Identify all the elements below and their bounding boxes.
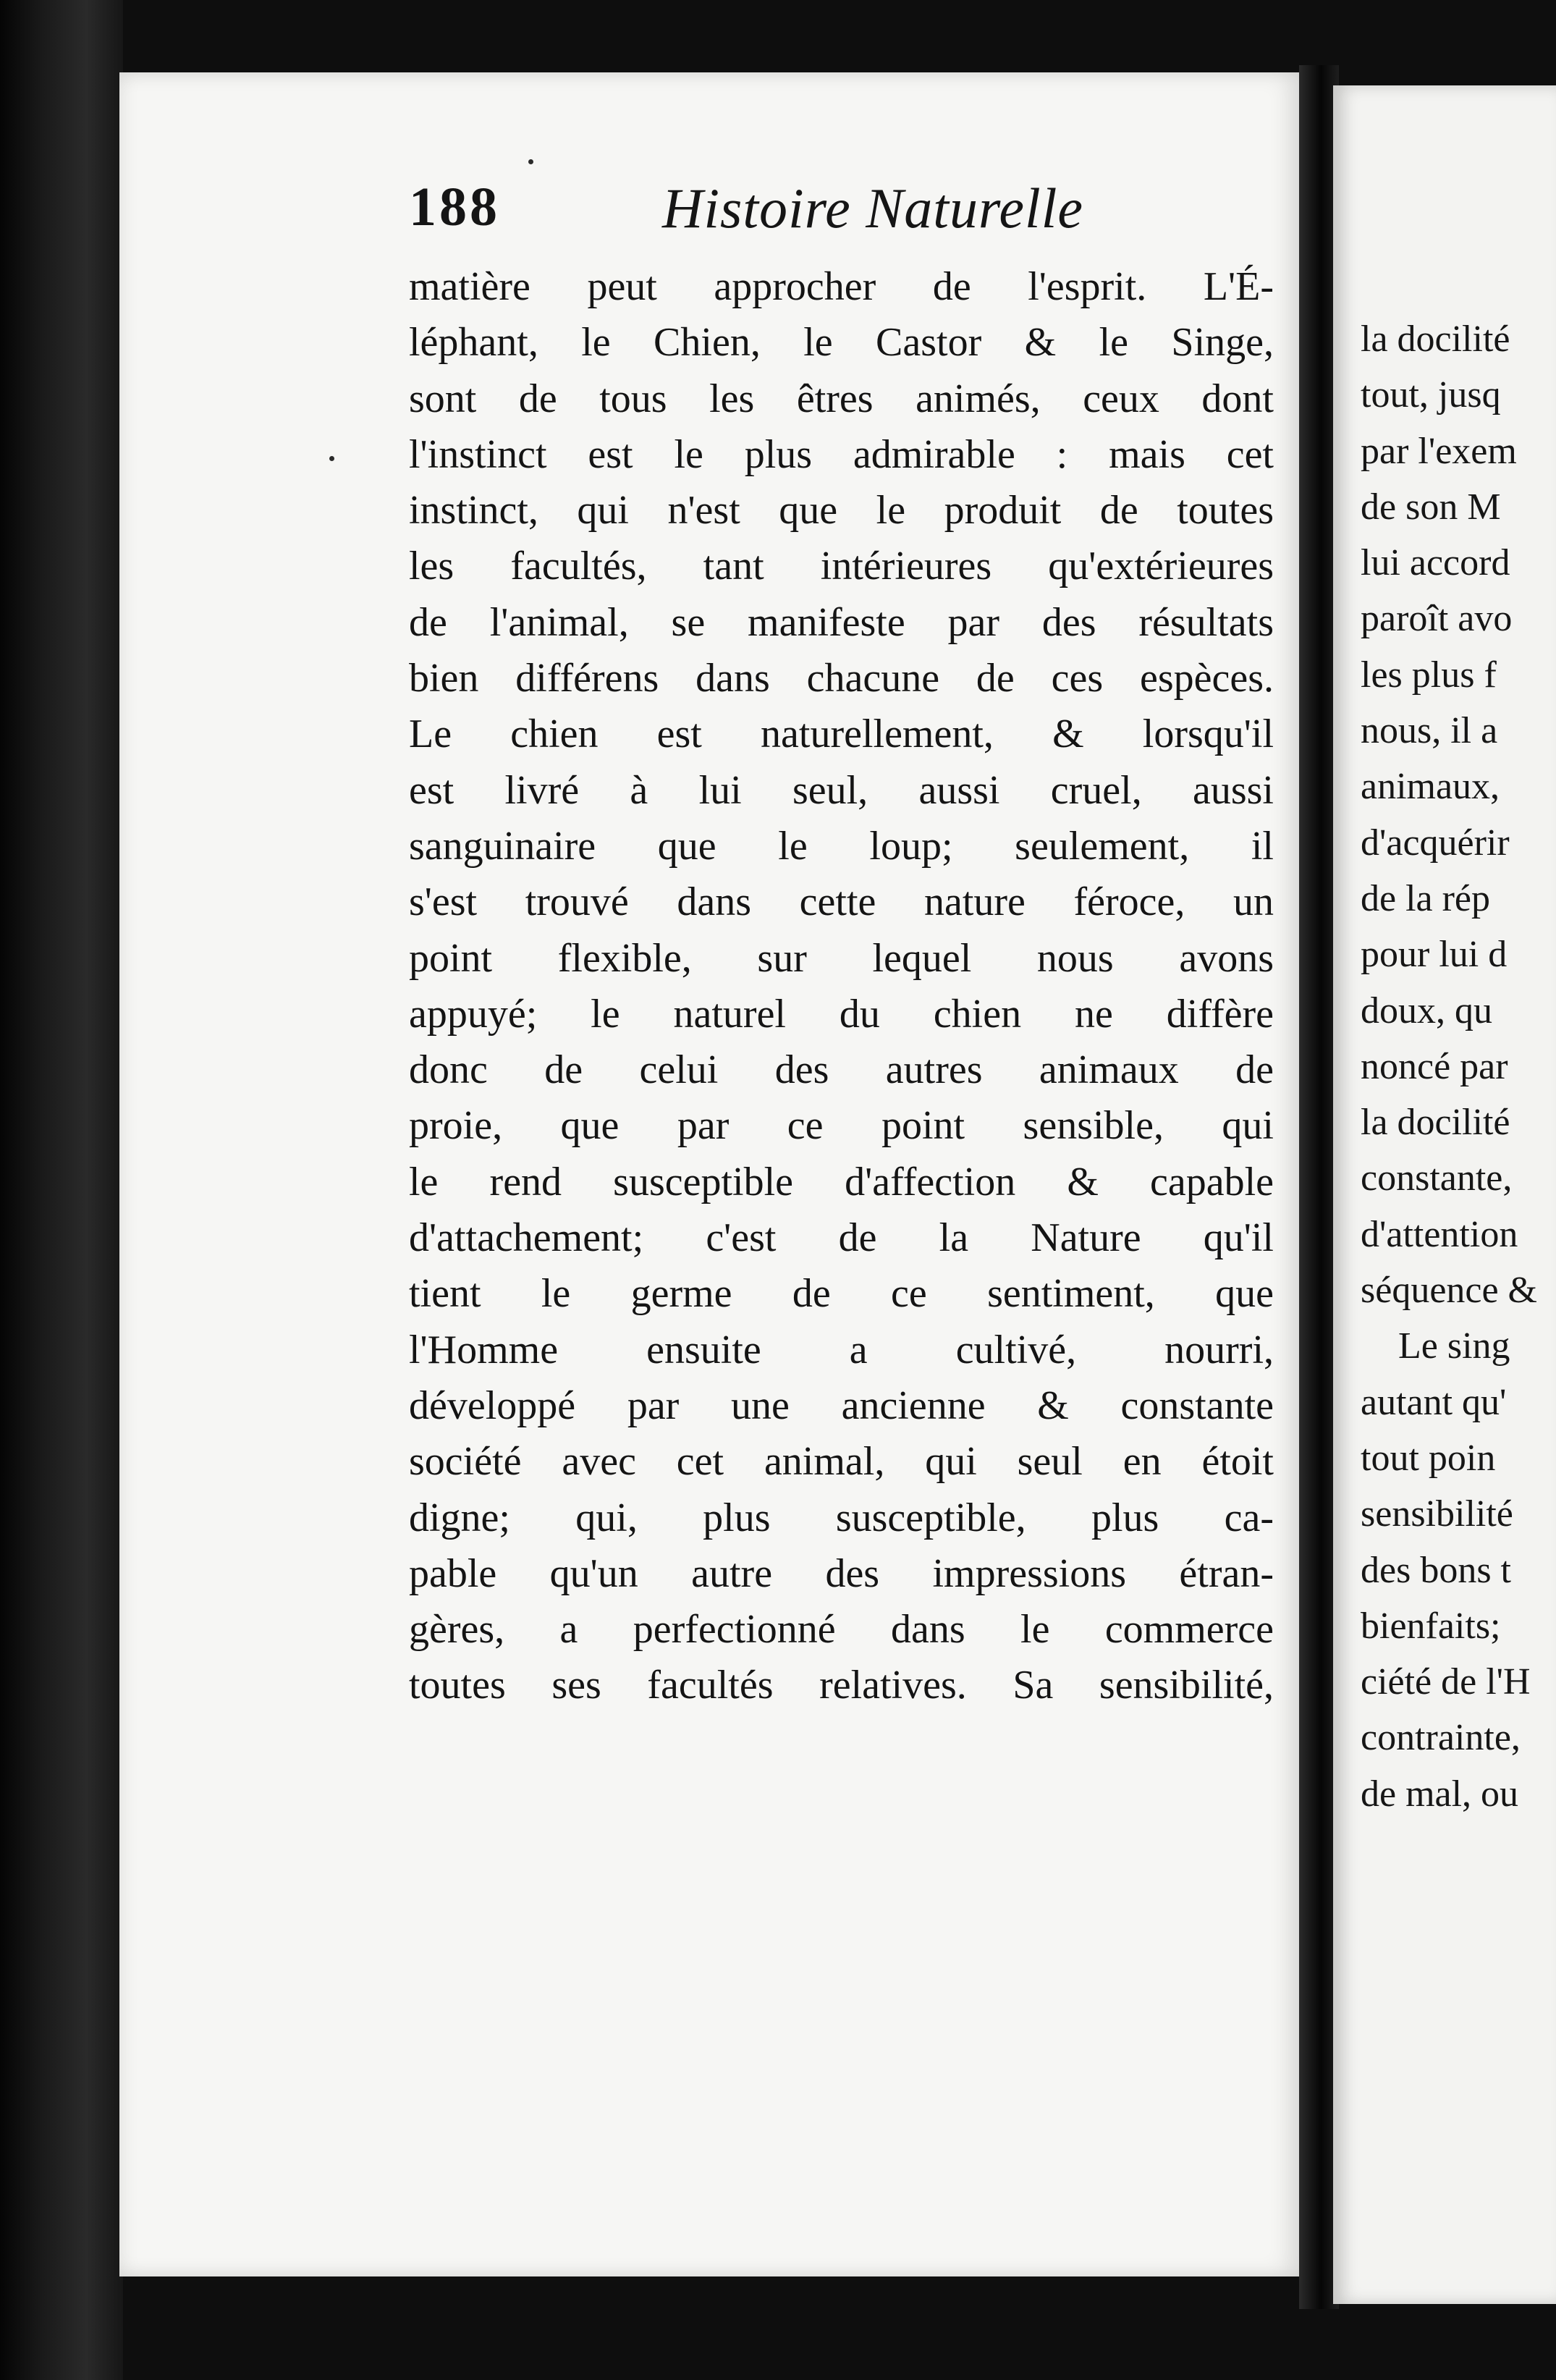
text-line: nous, il a xyxy=(1361,710,1498,752)
text-line: paroît avo xyxy=(1361,598,1513,640)
text-line: point flexible, sur lequel nous avons xyxy=(409,935,1274,981)
text-line: d'attention xyxy=(1361,1213,1518,1255)
text-line: pable qu'un autre des impressions étran- xyxy=(409,1550,1274,1596)
text-line: développé par une ancienne & constante xyxy=(409,1383,1274,1428)
left-page-text xyxy=(409,259,1274,1714)
text-line: la docilité xyxy=(1361,318,1510,360)
text-line: gères, a perfectionné dans le commerce xyxy=(409,1607,1274,1653)
text-line: de l'animal, se manifeste par des résultats xyxy=(409,599,1274,645)
text-line: sensibilité xyxy=(1361,1493,1513,1535)
page-number: 188 xyxy=(409,177,500,237)
text-line: bien différens dans chacune de ces espèces. xyxy=(409,656,1274,701)
text-line: Le chien est naturellement, & lorsqu'il xyxy=(409,712,1274,757)
text-line: doux, qu xyxy=(1361,989,1492,1031)
text-line: d'attachement; c'est de la Nature qu'il xyxy=(409,1215,1274,1261)
book-left-edge xyxy=(0,0,123,2380)
text-line: bienfaits; xyxy=(1361,1605,1501,1647)
text-line: de la rép xyxy=(1361,877,1491,919)
text-line: de son M xyxy=(1361,486,1501,528)
right-page-text xyxy=(1361,311,1556,1822)
text-line: tient le germe de ce sentiment, que xyxy=(409,1271,1274,1317)
text-line: contrainte, xyxy=(1361,1717,1521,1759)
text-line: société avec cet animal, qui seul en étoit xyxy=(409,1439,1274,1485)
text-line: proie, que par ce point sensible, qui xyxy=(409,1103,1274,1149)
text-line: les facultés, tant intérieures qu'extérieures xyxy=(409,544,1274,589)
running-head xyxy=(409,170,1285,250)
text-line: les plus f xyxy=(1361,654,1497,696)
text-line: s'est trouvé dans cette nature féroce, un xyxy=(409,879,1274,925)
text-line: Le sing xyxy=(1398,1325,1510,1367)
text-line: lui accord xyxy=(1361,542,1510,584)
text-line: tout, jusq xyxy=(1361,374,1501,416)
text-line: séquence & xyxy=(1361,1270,1538,1312)
text-line: le rend susceptible d'affection & capable xyxy=(409,1159,1274,1204)
text-line: matière peut approcher de l'esprit. L'É- xyxy=(409,264,1274,309)
text-line: constante, xyxy=(1361,1157,1513,1199)
text-line: l'Homme ensuite a cultivé, nourri, xyxy=(409,1327,1274,1372)
text-line: pour lui d xyxy=(1361,934,1508,976)
text-line: sanguinaire que le loup; seulement, il xyxy=(409,823,1274,869)
text-line: toutes ses facultés relatives. Sa sensibilité, xyxy=(409,1663,1274,1708)
text-line: instinct, qui n'est que le produit de toutes xyxy=(409,488,1274,533)
right-page xyxy=(1333,85,1556,2304)
ink-speck xyxy=(329,456,334,461)
text-line: l'instinct est le plus admirable : mais cet xyxy=(409,431,1274,477)
text-line: d'acquérir xyxy=(1361,822,1510,864)
text-line: noncé par xyxy=(1361,1045,1508,1087)
text-line: appuyé; le naturel du chien ne diffère xyxy=(409,991,1274,1037)
text-line: ciété de l'H xyxy=(1361,1661,1531,1703)
text-line: léphant, le Chien, le Castor & le Singe, xyxy=(409,320,1274,366)
text-line: autant qu' xyxy=(1361,1381,1507,1423)
text-line: sont de tous les êtres animés, ceux dont xyxy=(409,376,1274,421)
text-line: digne; qui, plus susceptible, plus ca- xyxy=(409,1495,1274,1540)
text-line: de mal, ou xyxy=(1361,1773,1519,1815)
ink-speck xyxy=(528,159,533,164)
running-title: Histoire Naturelle xyxy=(662,177,1084,240)
text-line: la docilité xyxy=(1361,1102,1510,1144)
text-line: donc de celui des autres animaux de xyxy=(409,1047,1274,1093)
text-line: des bons t xyxy=(1361,1549,1511,1591)
text-line: tout poin xyxy=(1361,1437,1496,1479)
text-line: par l'exem xyxy=(1361,430,1517,472)
text-line: animaux, xyxy=(1361,766,1500,808)
text-line: est livré à lui seul, aussi cruel, aussi xyxy=(409,767,1274,813)
